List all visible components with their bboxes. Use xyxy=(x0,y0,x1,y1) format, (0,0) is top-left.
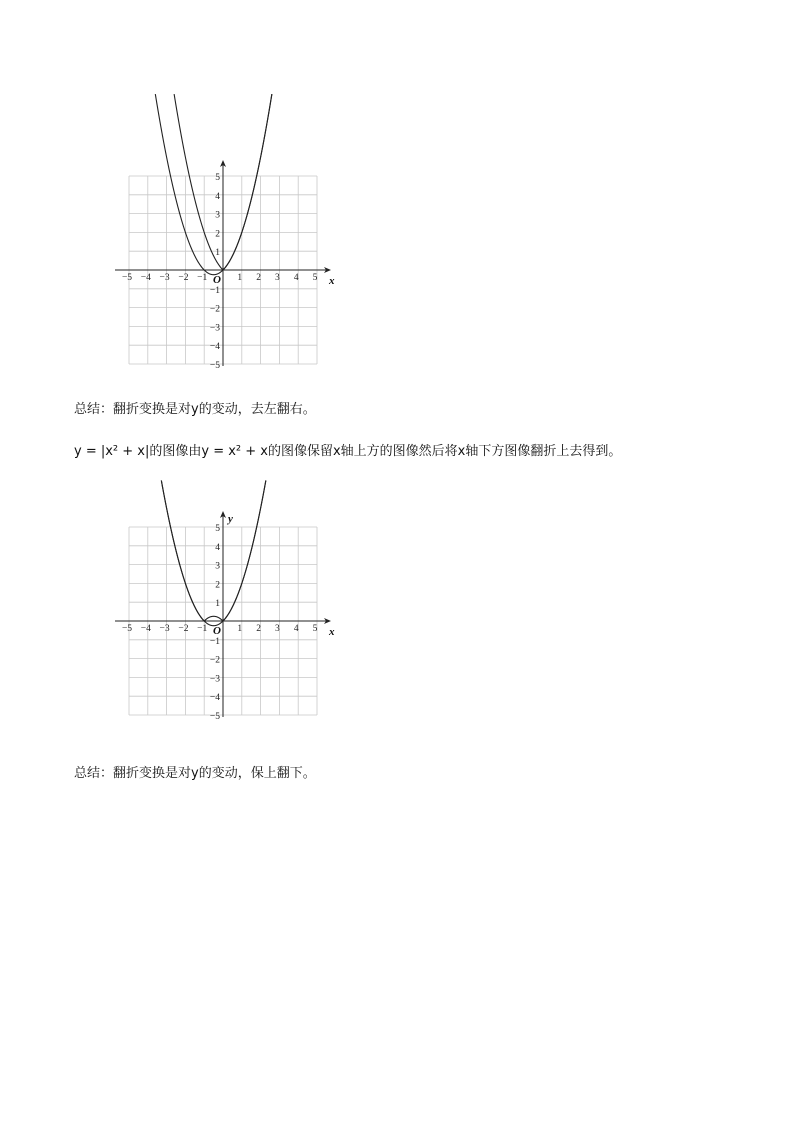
origin-label: O xyxy=(213,274,221,286)
x-tick-label: 2 xyxy=(256,273,261,283)
x-tick-label: −4 xyxy=(140,273,151,283)
y-tick-label: −1 xyxy=(209,636,220,647)
x-tick-label: 5 xyxy=(312,273,318,283)
function-curve xyxy=(161,480,266,625)
function-curve xyxy=(161,480,266,621)
y-tick-label: −5 xyxy=(209,361,220,371)
x-tick-label: 3 xyxy=(275,273,280,283)
graph-1-grid xyxy=(129,176,317,364)
y-tick-label: −3 xyxy=(209,323,220,334)
function-curve xyxy=(174,94,272,270)
y-tick-label: −2 xyxy=(209,655,220,666)
y-tick-label: 1 xyxy=(215,599,220,610)
y-axis-arrow xyxy=(220,511,226,518)
y-tick-label: 3 xyxy=(215,210,220,221)
x-tick-label: −2 xyxy=(178,273,189,283)
x-axis-arrow xyxy=(324,267,331,273)
graph-2-curves xyxy=(161,480,266,625)
x-tick-label: −5 xyxy=(121,273,133,283)
x-tick-label: −1 xyxy=(197,273,208,283)
x-tick-label: −3 xyxy=(159,624,170,634)
x-tick-label: −5 xyxy=(121,624,133,634)
graph-1-curves xyxy=(155,94,272,275)
x-tick-label: 3 xyxy=(275,624,280,634)
x-axis-arrow xyxy=(324,618,331,624)
y-tick-label: −3 xyxy=(209,674,220,685)
y-tick-label: 4 xyxy=(215,191,220,202)
x-axis-label: x xyxy=(329,626,335,638)
x-tick-label: −3 xyxy=(159,273,170,283)
x-tick-label: −4 xyxy=(140,624,151,634)
y-tick-label: 1 xyxy=(215,248,220,259)
x-tick-label: 1 xyxy=(237,624,243,634)
x-tick-label: −1 xyxy=(197,624,208,634)
graph-1-axes xyxy=(115,160,331,366)
y-axis-arrow xyxy=(220,160,226,167)
y-tick-label: 2 xyxy=(215,580,220,591)
y-axis-label: y xyxy=(228,513,233,525)
y-tick-label: −4 xyxy=(209,342,220,353)
graph-2-axes xyxy=(115,511,331,717)
x-tick-label: −2 xyxy=(178,624,189,634)
y-tick-label: 5 xyxy=(215,173,220,183)
origin-label: O xyxy=(213,625,221,637)
graph-2-grid xyxy=(129,527,317,715)
graph-2-tick-labels xyxy=(122,513,335,722)
x-tick-label: 2 xyxy=(256,624,261,634)
y-tick-label: −5 xyxy=(209,712,220,722)
x-tick-label: 4 xyxy=(293,273,299,283)
summary-line-1: 总结：翻折变换是对y的变动，去左翻右。 xyxy=(74,402,316,417)
function-curve xyxy=(155,94,272,275)
x-tick-label: 1 xyxy=(237,273,243,283)
y-tick-label: 5 xyxy=(215,524,220,534)
x-axis-label: x xyxy=(329,275,335,287)
y-tick-label: −4 xyxy=(209,693,220,704)
graph-1-tick-labels xyxy=(122,173,335,371)
y-tick-label: −2 xyxy=(209,304,220,315)
statement-line: y = |x² + x|的图像由y = x² + x的图像保留x轴上方的图像然后将x轴下方图像翻折上去得到。 xyxy=(74,444,622,459)
y-tick-label: 3 xyxy=(215,561,220,572)
x-tick-label: 4 xyxy=(293,624,299,634)
x-tick-label: 5 xyxy=(312,624,318,634)
y-tick-label: −1 xyxy=(209,285,220,296)
y-tick-label: 4 xyxy=(215,542,220,553)
y-tick-label: 2 xyxy=(215,229,220,240)
summary-line-2: 总结：翻折变换是对y的变动，保上翻下。 xyxy=(74,766,316,781)
